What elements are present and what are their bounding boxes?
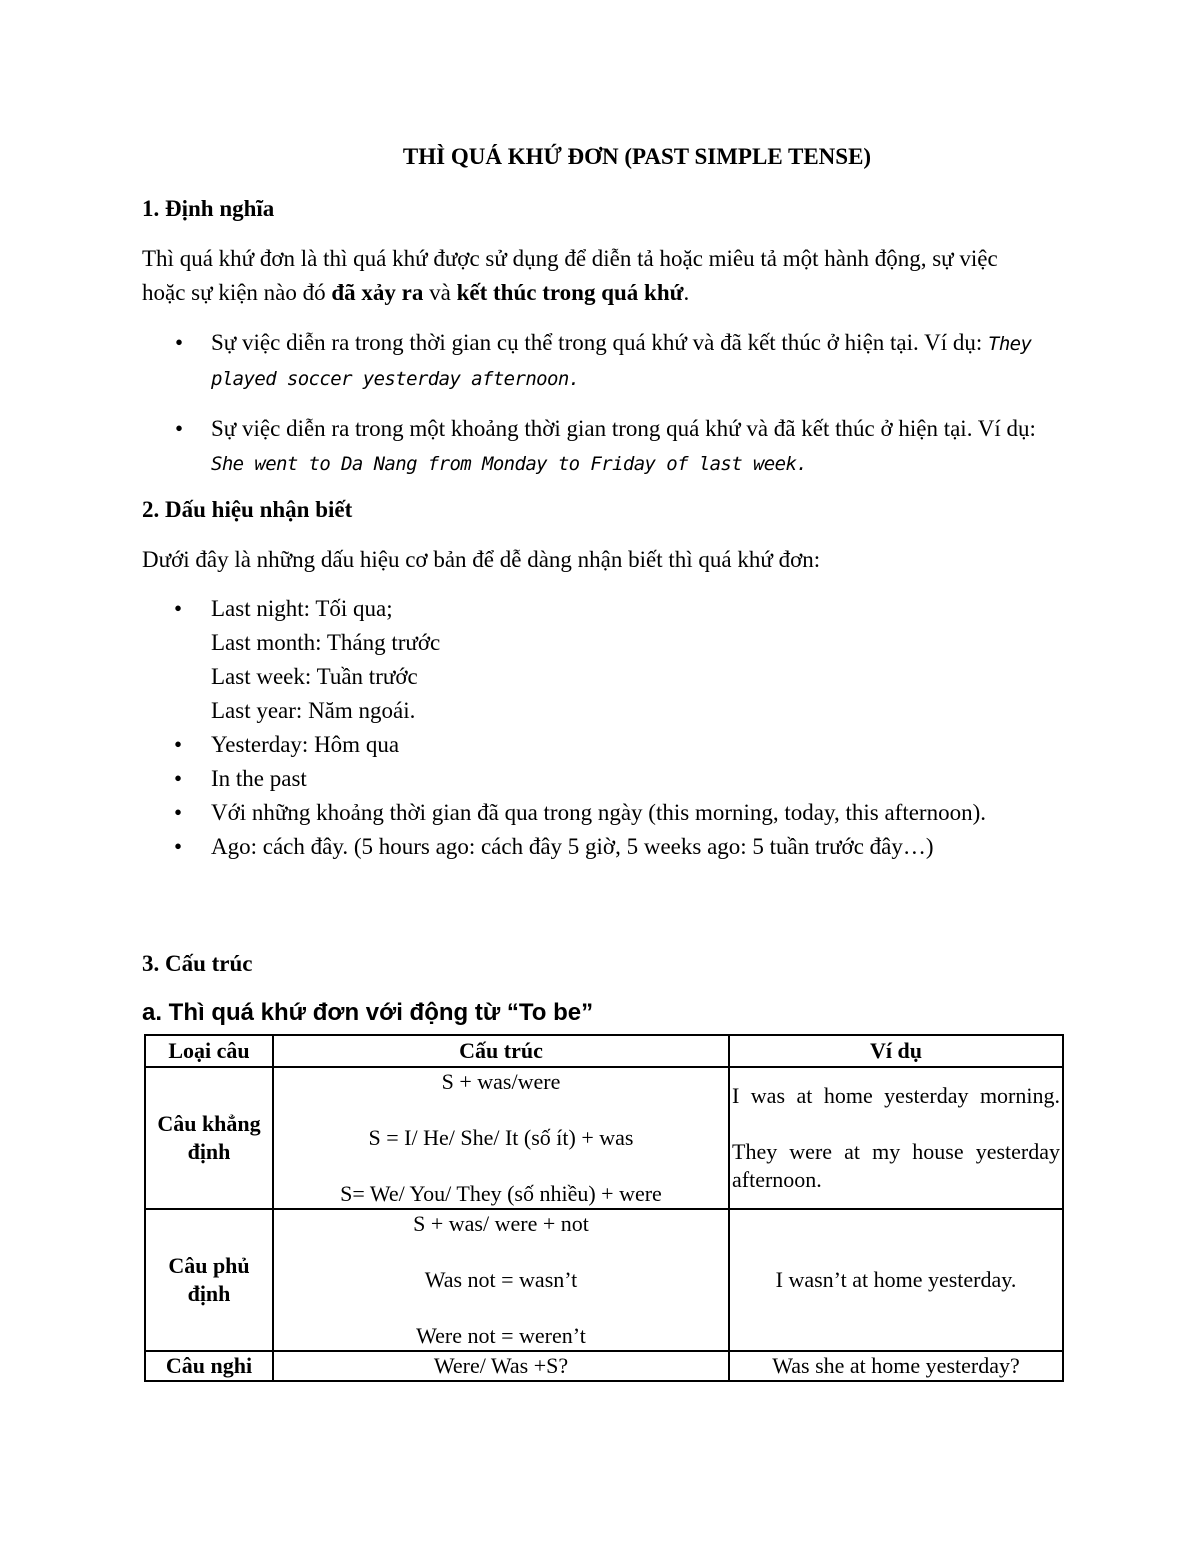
list-item — [142, 796, 1042, 830]
row-structure-negative — [273, 1209, 729, 1351]
section1-heading: 1. Định nghĩa — [142, 196, 275, 221]
bullet-icon: • — [175, 416, 184, 441]
list-item — [142, 592, 1042, 728]
list-item — [142, 830, 1042, 864]
row-structure-question: Were/ Was +S? — [273, 1351, 729, 1381]
list-item — [142, 728, 1042, 762]
bullet-example: She went to Da Nang from Monday to Friday of last week. — [211, 453, 808, 475]
row-type-question: Câu nghi — [145, 1351, 273, 1381]
bullet-icon: • — [174, 732, 183, 757]
bullet-text: Sự việc diễn ra trong một khoảng thời gian trong quá khứ và đã kết thúc ở hiện tại. Ví dụ: — [211, 416, 1036, 441]
section2-intro: Dưới đây là những dấu hiệu cơ bản để dễ dàng nhận biết thì quá khứ đơn: — [142, 547, 821, 572]
section3-subheading: a. Thì quá khứ đơn với động từ “To be” — [142, 999, 594, 1026]
bullet-icon: • — [174, 596, 183, 621]
structure-table — [144, 1034, 1064, 1382]
column-header-example: Ví dụ — [729, 1035, 1063, 1067]
signal-last-month: Last month: Tháng trước — [211, 630, 441, 655]
row-structure-affirmative — [273, 1067, 729, 1209]
table-row — [145, 1209, 1063, 1351]
table-header-row — [145, 1035, 1063, 1067]
structure-line: S = I/ He/ She/ It (số ít) + was — [368, 1125, 634, 1150]
bullet-icon: • — [174, 766, 183, 791]
signal-yesterday: Yesterday: Hôm qua — [211, 732, 400, 757]
bullet-text: Sự việc diễn ra trong thời gian cụ thể trong quá khứ và đã kết thúc ở hiện tại. Ví dụ: — [211, 330, 988, 355]
row-example-negative: I wasn’t at home yesterday. — [729, 1209, 1063, 1351]
row-type-affirmative: Câu khẳng định — [145, 1067, 273, 1209]
intro-text: Thì quá khứ đơn là thì quá khứ được sử dụng để diễn tả hoặc miêu tả một hành động, sự việc hoặc sự kiện nào đó — [142, 246, 998, 305]
bullet-icon: • — [174, 800, 183, 825]
list-item — [142, 412, 1042, 481]
structure-line: S + was/ were + not — [413, 1211, 589, 1236]
table-row — [145, 1351, 1063, 1381]
signal-last-night: Last night: Tối qua; — [211, 596, 393, 621]
bullet-icon: • — [175, 330, 184, 355]
row-type-negative: Câu phủ định — [145, 1209, 273, 1351]
column-header-type: Loại câu — [145, 1035, 273, 1067]
row-example-affirmative — [729, 1067, 1063, 1209]
structure-line: Was not = wasn’t — [424, 1267, 578, 1292]
column-header-structure: Cấu trúc — [273, 1035, 729, 1067]
section2-heading: 2. Dấu hiệu nhận biết — [142, 497, 353, 522]
table-row — [145, 1067, 1063, 1209]
section2-bullet-list — [142, 592, 1042, 864]
section1-bullet-list — [142, 326, 1042, 497]
page-title: THÌ QUÁ KHỨ ĐƠN (PAST SIMPLE TENSE) — [402, 144, 872, 169]
structure-line: S= We/ You/ They (số nhiều) + were — [340, 1181, 662, 1206]
intro-text-and: và — [423, 280, 457, 305]
signal-day-periods: Với những khoảng thời gian đã qua trong ngày (this morning, today, this afternoon). — [211, 800, 987, 825]
signal-in-the-past: In the past — [211, 766, 307, 791]
intro-period: . — [683, 280, 690, 305]
bullet-icon: • — [174, 834, 183, 859]
list-item — [142, 762, 1042, 796]
example-line: I was at home yesterday morning. — [732, 1083, 1060, 1108]
section1-intro — [142, 242, 1042, 310]
list-item — [142, 326, 1042, 396]
signal-ago: Ago: cách đây. (5 hours ago: cách đây 5 giờ, 5 weeks ago: 5 tuần trước đây…) — [211, 834, 934, 859]
structure-line: S + was/were — [441, 1069, 561, 1094]
intro-bold-happened: đã xảy ra — [331, 280, 424, 305]
section3-heading: 3. Cấu trúc — [142, 951, 253, 976]
bullet-example: They played soccer yesterday afternoon. — [211, 333, 1032, 390]
structure-line: Were not = weren’t — [416, 1323, 586, 1348]
signal-last-week: Last week: Tuần trước — [211, 664, 418, 689]
intro-bold-ended: kết thúc trong quá khứ — [456, 280, 684, 305]
example-line: They were at my house yesterday afternoon. — [732, 1139, 1060, 1192]
row-example-question: Was she at home yesterday? — [729, 1351, 1063, 1381]
signal-last-year: Last year: Năm ngoái. — [211, 698, 416, 723]
